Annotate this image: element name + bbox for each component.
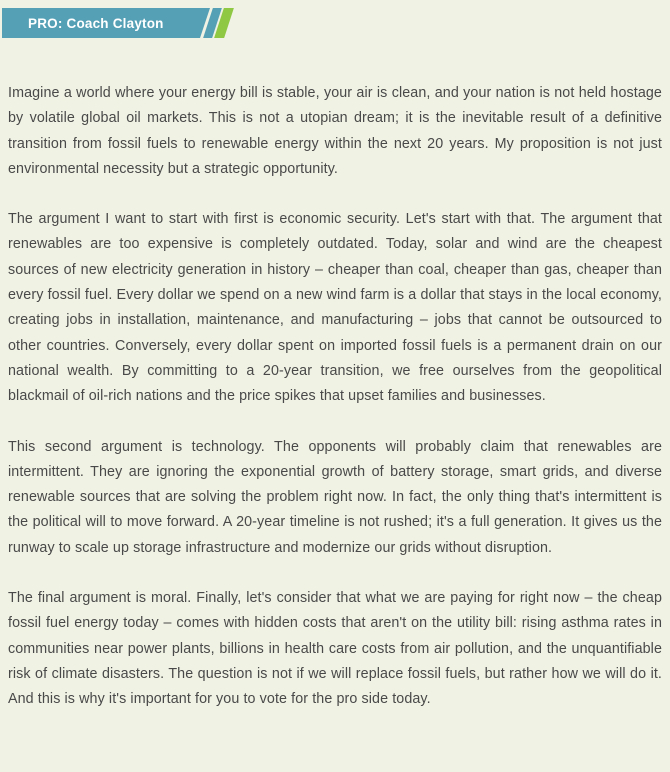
paragraph-economic-security: The argument I want to start with first is economic security. Let's start with that. The argument that renewables are too expensive is completely outdated. Today, solar and wind are the cheapest sources of new electricity generation in history – cheaper than coal, cheaper than gas, cheaper than every fossil fuel. Every dollar we spend on a new wind farm is a dollar that stays in the local economy, creating jobs in installation, maintenance, and manufacturing – jobs that cannot be outsourced to other countries. Conversely, every dollar spent on imported fossil fuels is a permanent drain on our national wealth. By committing to a 20-year transition, we free ourselves from the geopolitical blackmail of oil-rich nations and the price spikes that upset families and businesses.	[8, 211, 662, 405]
paragraph-moral: The final argument is moral. Finally, let's consider that what we are paying for right now – the cheap fossil fuel energy today – comes with hidden costs that aren't on the utility bill: rising asthma rates in communities near power plants, billions in health care costs from air pollution, and the unquantifiable risk of climate disasters. The question is not if we will replace fossil fuels, but rather how we will do it. And this is why it's important for you to vote for the pro side today.	[8, 590, 662, 708]
paragraph-technology: This second argument is technology. The opponents will probably claim that renewables are intermittent. They are ignoring the exponential growth of battery storage, smart grids, and diverse renewable sources that are solving the problem right now. In fact, the only thing that's intermittent is the political will to move forward. A 20-year timeline is not rushed; it's a full generation. It gives us the runway to scale up storage infrastructure and modernize our grids without disruption.	[8, 438, 662, 556]
speech-text	[0, 81, 670, 713]
pro-banner	[0, 0, 670, 56]
banner-label: PRO: Coach Clayton	[28, 15, 164, 31]
paragraph-intro: Imagine a world where your energy bill is stable, your air is clean, and your nation is not held hostage by volatile global oil markets. This is not a utopian dream; it is the inevitable result of a definitive transition from fossil fuels to renewable energy within the next 20 years. My proposition is not just environmental necessity but a strategic opportunity.	[8, 85, 662, 177]
